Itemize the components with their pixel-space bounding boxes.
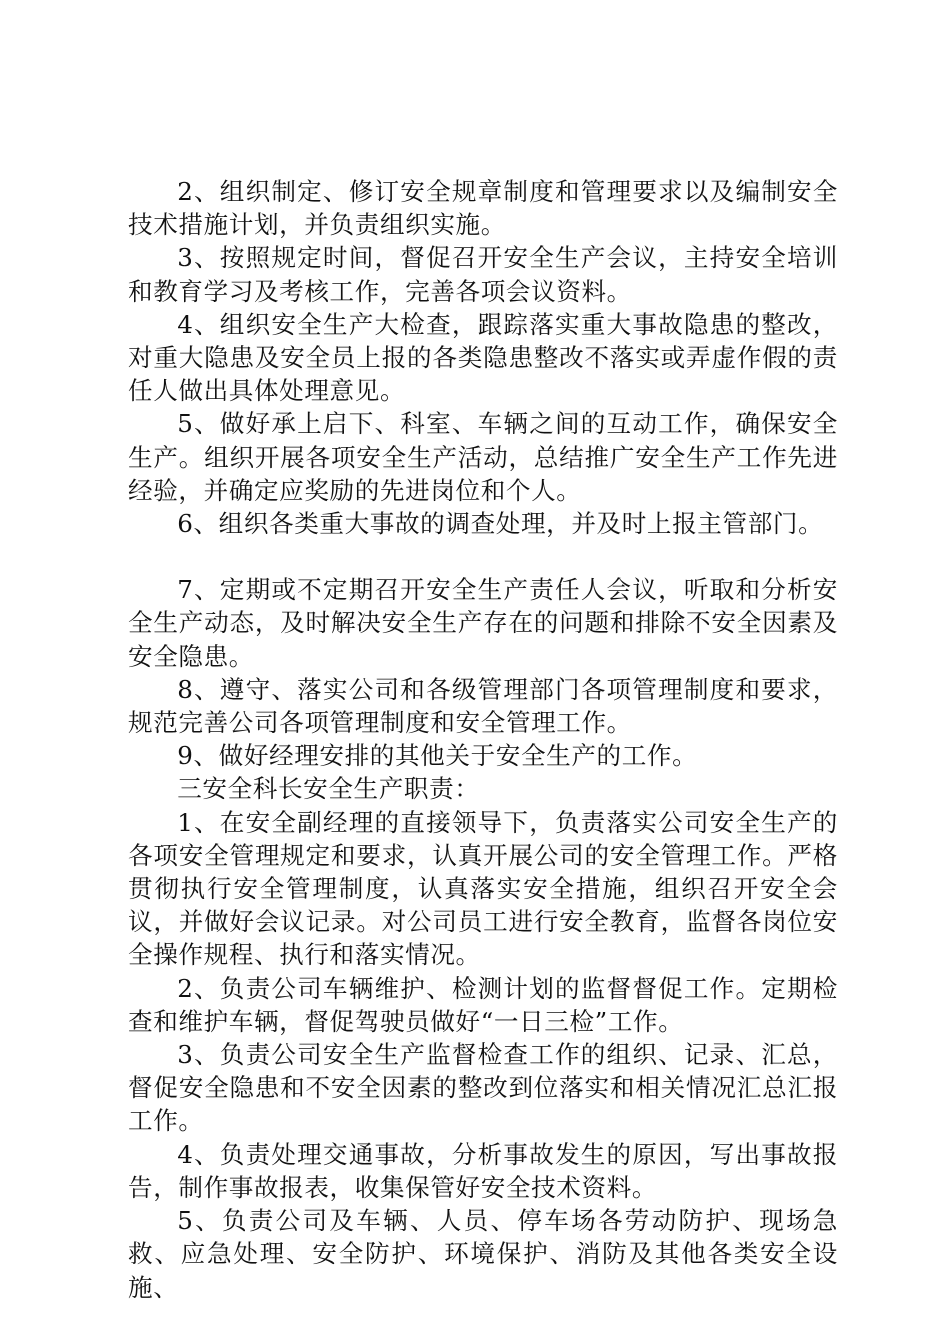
section-heading: 三安全科长安全生产职责： [177,774,480,804]
paragraph-item-9: 9、做好经理安排的其他关于安全生产的工作。 [177,741,698,771]
paragraph-item-4: 4、组织安全生产大检查，跟踪落实重大事故隐患的整改，对重大隐患及安全员上报的各类隐患整改不落实或弄虚作假的责任人做出具体处理意见。 [128,309,838,406]
paragraph-chief-1: 1、在安全副经理的直接领导下，负责落实公司安全生产的各项安全管理规定和要求，认真开展公司的安全管理工作。严格贯彻执行安全管理制度，认真落实安全措施，组织召开安全会议，并做好会议记录。对公司员工进行安全教育，监督各岗位安全操作规程、执行和落实情况。 [128,807,838,970]
paragraph-item-6: 6、组织各类重大事故的调查处理，并及时上报主管部门。 [177,509,824,539]
paragraph-item-2: 2、组织制定、修订安全规章制度和管理要求以及编制安全技术措施计划，并负责组织实施。 [128,177,838,240]
document-body [128,175,838,1304]
paragraph-chief-2: 2、负责公司车辆维护、检测计划的监督督促工作。定期检查和维护车辆，督促驾驶员做好“一日三检”工作。 [128,973,838,1036]
paragraph-item-8: 8、遵守、落实公司和各级管理部门各项管理制度和要求，规范完善公司各项管理制度和安全管理工作。 [128,674,838,738]
paragraph-chief-4: 4、负责处理交通事故，分析事故发生的原因，写出事故报告，制作事故报表，收集保管好安全技术资料。 [128,1139,838,1202]
paragraph-item-3: 3、按照规定时间，督促召开安全生产会议，主持安全培训和教育学习及考核工作，完善各项会议资料。 [128,243,838,306]
paragraph-chief-5: 5、负责公司及车辆、人员、停车场各劳动防护、现场急救、应急处理、安全防护、环境保护、消防及其他各类安全设施、 [128,1206,838,1302]
paragraph-chief-3: 3、负责公司安全生产监督检查工作的组织、记录、汇总，督促安全隐患和不安全因素的整改到位落实和相关情况汇总汇报工作。 [128,1040,838,1136]
paragraph-item-7: 7、定期或不定期召开安全生产责任人会议，听取和分析安全生产动态，及时解决安全生产存在的问题和排除不安全因素及安全隐患。 [128,575,838,671]
paragraph-item-5: 5、做好承上启下、科室、车辆之间的互动工作，确保安全生产。组织开展各项安全生产活动，总结推广安全生产工作先进经验，并确定应奖励的先进岗位和个人。 [128,409,838,505]
